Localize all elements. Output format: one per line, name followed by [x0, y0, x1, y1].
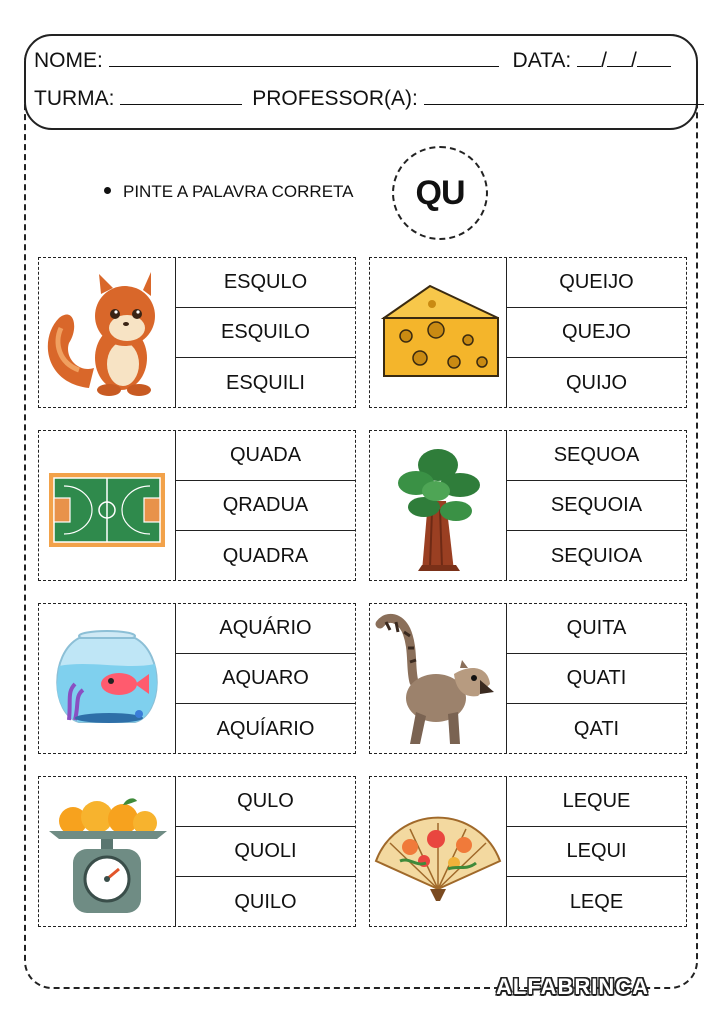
name-label: NOME:	[34, 49, 103, 72]
word-option[interactable]: QUEJO	[507, 308, 686, 358]
word-options	[175, 604, 355, 753]
word-option[interactable]: LEQE	[569, 890, 624, 913]
word-card	[369, 430, 687, 581]
sequoia-tree-icon	[370, 431, 506, 580]
word-option[interactable]: QULO	[176, 777, 355, 827]
coati-icon	[370, 604, 506, 753]
word-option[interactable]: QUITA	[507, 604, 686, 654]
date-label: DATA:	[512, 49, 572, 72]
date-month-blank[interactable]	[607, 48, 631, 67]
qu-badge: QU	[392, 146, 488, 240]
date-year-blank[interactable]	[637, 48, 671, 67]
teacher-blank[interactable]	[424, 86, 704, 105]
word-option[interactable]: SEQUOIA	[507, 481, 686, 531]
word-option[interactable]: QUADA	[176, 431, 355, 481]
instruction-text: PINTE A PALAVRA CORRETA	[123, 182, 354, 201]
bullet-icon	[104, 187, 111, 194]
word-option[interactable]: AQUARO	[176, 654, 355, 704]
name-blank[interactable]	[109, 48, 499, 67]
word-option[interactable]: QRADUA	[176, 481, 355, 531]
word-options	[175, 431, 355, 580]
word-option[interactable]: ESQUILI	[226, 371, 305, 394]
cheese-icon	[370, 258, 506, 407]
word-option[interactable]: QUEIJO	[507, 258, 686, 308]
brand-logo: ALFABRINCA	[496, 974, 649, 999]
word-card	[38, 603, 356, 754]
date-separator: /	[630, 49, 637, 72]
date-separator: /	[601, 49, 607, 72]
scale-icon	[39, 777, 175, 926]
word-option[interactable]: SEQUOA	[507, 431, 686, 481]
word-option[interactable]: QUILO	[234, 890, 297, 913]
squirrel-icon	[39, 258, 175, 407]
word-option[interactable]: LEQUE	[507, 777, 686, 827]
word-options	[175, 258, 355, 407]
teacher-label: PROFESSOR(A):	[252, 87, 418, 110]
court-icon	[39, 431, 175, 580]
word-options	[506, 777, 686, 926]
class-blank[interactable]	[120, 86, 242, 105]
word-card	[38, 776, 356, 927]
word-option[interactable]: QUATI	[507, 654, 686, 704]
word-card	[369, 257, 687, 408]
word-option[interactable]: SEQUIOA	[550, 544, 643, 567]
word-option[interactable]: QUIJO	[565, 371, 628, 394]
word-options	[175, 777, 355, 926]
word-options	[506, 258, 686, 407]
word-option[interactable]: QATI	[573, 717, 620, 740]
fan-icon	[370, 777, 506, 926]
word-options	[506, 604, 686, 753]
word-card	[369, 603, 687, 754]
word-option[interactable]: LEQUI	[507, 827, 686, 877]
word-option[interactable]: QUADRA	[222, 544, 309, 567]
word-card	[38, 257, 356, 408]
class-label: TURMA:	[34, 87, 115, 110]
word-card	[369, 776, 687, 927]
word-options	[506, 431, 686, 580]
aquarium-icon	[39, 604, 175, 753]
word-option[interactable]: AQUÁRIO	[176, 604, 355, 654]
word-option[interactable]: AQUÍARIO	[216, 717, 315, 740]
instruction	[104, 182, 354, 202]
word-option[interactable]: QUOLI	[176, 827, 355, 877]
word-option[interactable]: ESQULO	[176, 258, 355, 308]
word-option[interactable]: ESQUILO	[176, 308, 355, 358]
student-header	[24, 34, 698, 130]
date-day-blank[interactable]	[577, 48, 601, 67]
word-card	[38, 430, 356, 581]
